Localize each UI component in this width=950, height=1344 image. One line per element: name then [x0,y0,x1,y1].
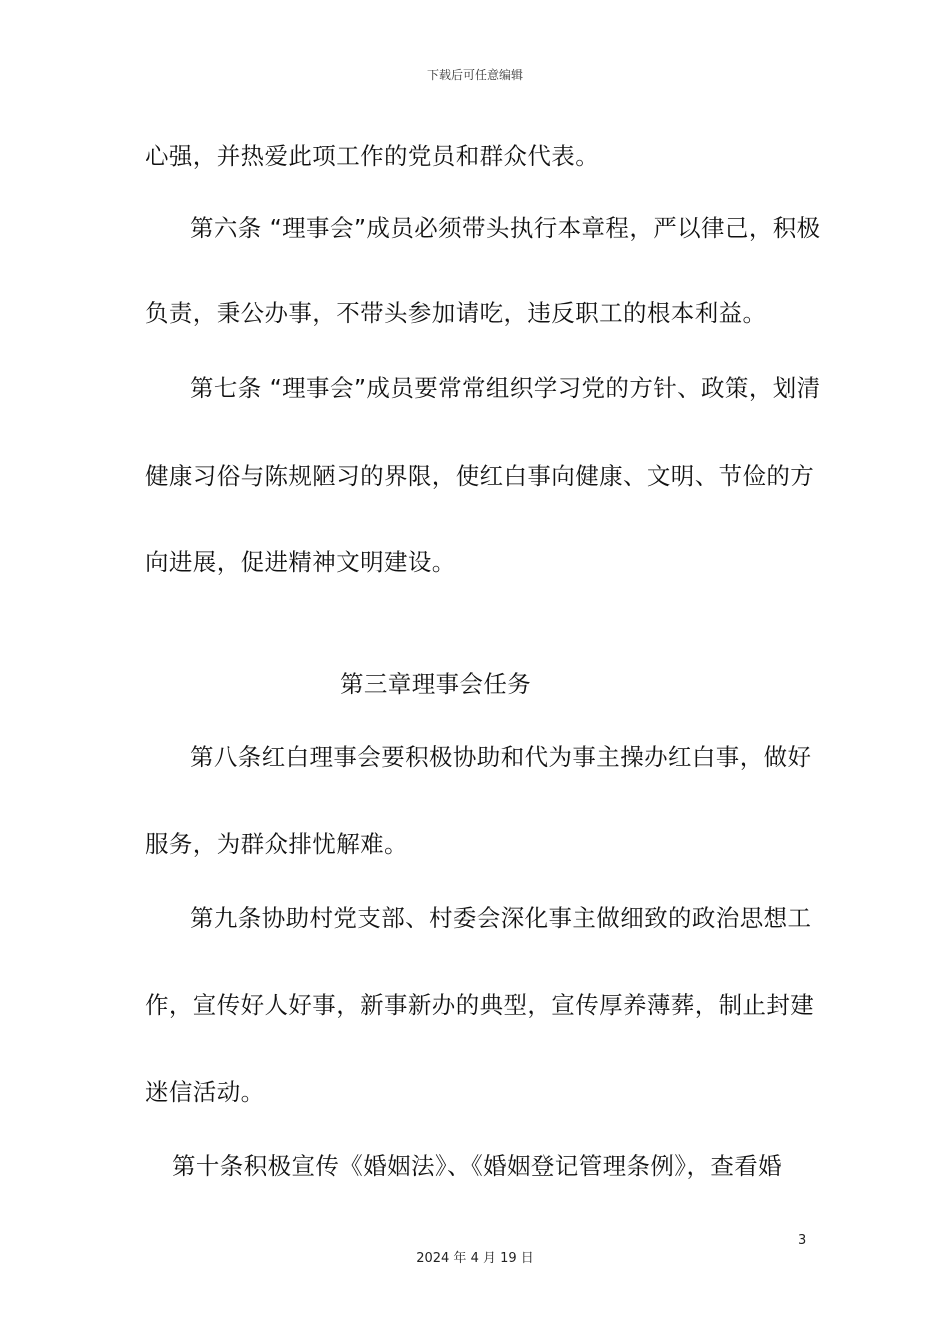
body-line: 健康习俗与陈规陋习的界限，使红白事向健康、文明、节俭的方 [145,462,815,490]
body-line: 服务，为群众排忧解难。 [145,830,408,858]
article-7-line: 第七条 “理事会”成员要常常组织学习党的方针、政策，划清 [190,374,821,402]
header-note: 下载后可任意编辑 [426,68,523,82]
body-line: 负责，秉公办事，不带头参加请吃，违反职工的根本利益。 [145,299,767,327]
article-8-line: 第八条红白理事会要积极协助和代为事主操办红白事，做好 [190,743,812,771]
body-line: 心强，并热爱此项工作的党员和群众代表。 [145,142,600,170]
footer-date: 2024 年 4 月 19 日 [416,1251,534,1266]
body-line: 向进展，促进精神文明建设。 [145,548,456,576]
chapter-heading: 第三章理事会任务 [340,670,532,698]
body-line: 迷信活动。 [145,1078,265,1106]
article-6-line: 第六条 “理事会”成员必须带头执行本章程，严以律己，积极 [190,214,821,242]
article-10-line: 第十条积极宣传《婚姻法》、《婚姻登记管理条例》，查看婚 [172,1152,783,1180]
body-line: 作，宣传好人好事，新事新办的典型，宣传厚养薄葬，制止封建 [145,991,815,1019]
article-9-line: 第九条协助村党支部、村委会深化事主做细致的政治思想工 [190,904,812,932]
page-number: 3 [798,1233,807,1248]
